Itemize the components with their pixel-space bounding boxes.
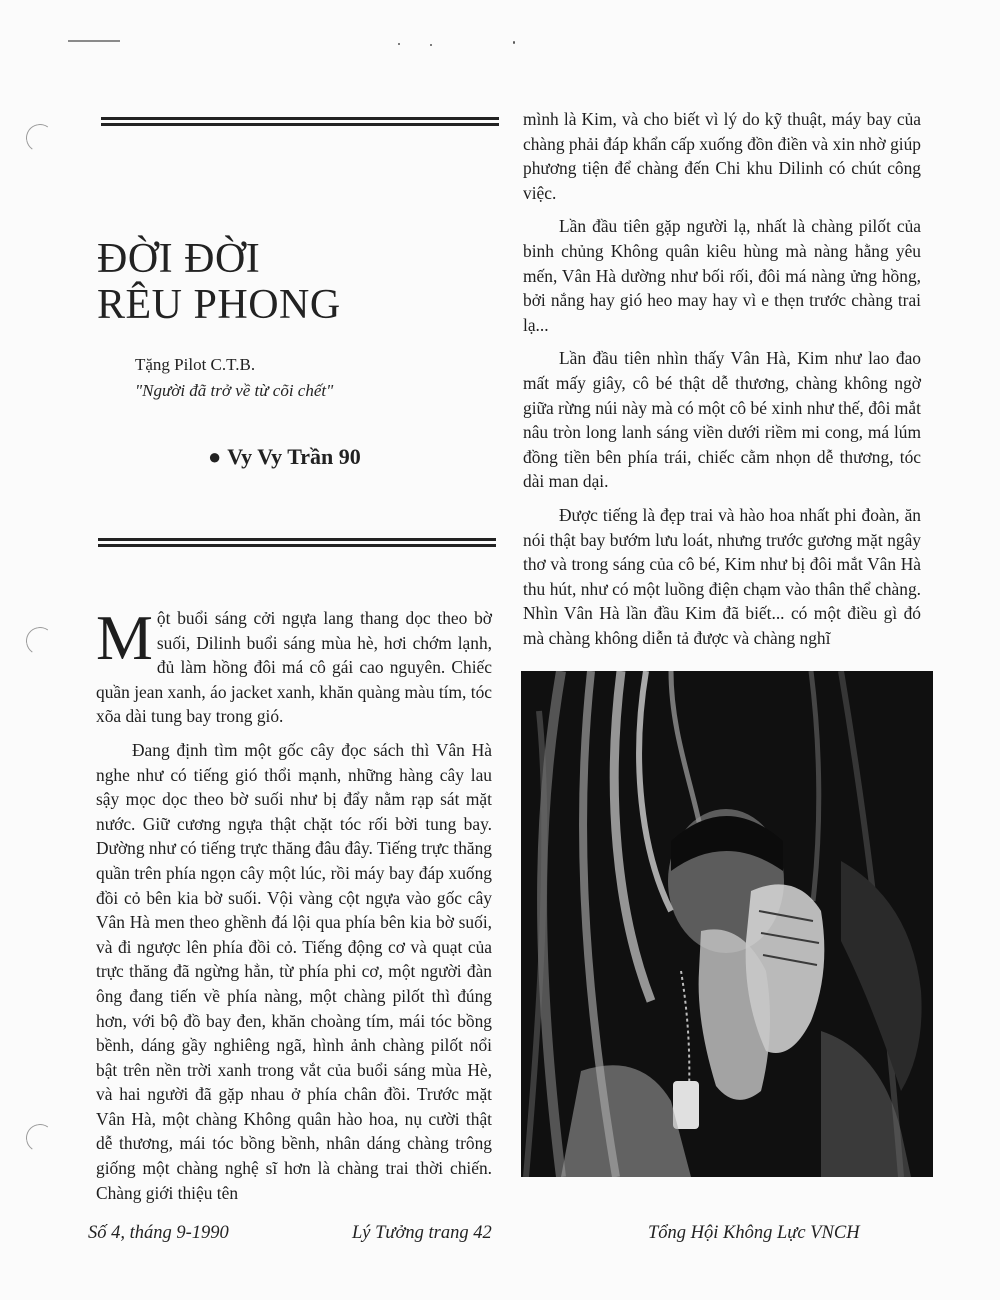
article-photo bbox=[521, 671, 933, 1177]
praying-girl-photo bbox=[521, 671, 933, 1177]
footer-page: Lý Tưởng trang 42 bbox=[352, 1223, 492, 1243]
author-name: Vy Vy Trần 90 bbox=[227, 444, 361, 469]
title-line-1: ĐỜI ĐỜI bbox=[97, 236, 261, 282]
article-title bbox=[97, 236, 341, 328]
title-bottom-rule bbox=[98, 538, 496, 547]
scan-speck bbox=[398, 43, 400, 45]
dedication bbox=[135, 352, 333, 404]
paragraph: Lần đầu tiên gặp người lạ, nhất là chàng pilốt của binh chủng Không quân kiêu hùng mà nàng hằng yêu mến, Vân Hà dường như bối rối, đôi má nàng ửng hồng, bởi nắng hay gió heo may hay vì e thẹn trước chàng trai lạ... bbox=[523, 216, 921, 335]
paragraph: Lần đầu tiên nhìn thấy Vân Hà, Kim như lao đao mất mấy giây, cô bé thật dễ thương, chàng không ngờ giữa rừng núi này mà có một cô bé xinh như thế, đôi mắt nâu tròn long lanh sáng viền dưới riềm mi cong, má lúm đồng tiền bên phía trái, chiếc cằm nhọn dễ thương, tóc dài man dại. bbox=[523, 348, 921, 492]
binder-hole bbox=[24, 122, 56, 154]
left-column bbox=[96, 602, 492, 1214]
scan-speck bbox=[513, 41, 515, 44]
right-column bbox=[523, 107, 921, 659]
footer-issue: Số 4, tháng 9-1990 bbox=[88, 1223, 229, 1243]
scan-mark bbox=[68, 40, 120, 42]
paragraph: Đang định tìm một gốc cây đọc sách thì Vân Hà nghe như có tiếng gió thổi mạnh, những hàng cây lau sậy mọc dọc theo bờ suối như bị đẩy nằm rạp sát mặt nước. Giữ cương ngựa thật chặt tóc rối bời tung bay. Dường như có tiếng trực thăng đâu đây. Tiếng trực thăng quần trên phía ngọn cây một lúc, rồi máy bay đáp xuống đồi cỏ bên kia bờ suối. Vội vàng cột ngựa vào gốc cây Vân Hà men theo ghềnh đá lội qua phía bên kia bờ suối, và đi ngược lên phía đồi cỏ. Tiếng động cơ và quạt của trực thăng đã ngừng hẳn, từ phía phi cơ, một người đàn ông đang tiến về phía nàng, một chàng pilốt thì đúng hơn, với bộ đồ bay đen, khăn choàng tím, mái tóc bồng bềnh, dáng gầy nghiêng ngã, hình ảnh chàng pilốt nổi bật trên nền trời xanh trong vắt của buổi sáng mùa Hè, và hai người đã gặp nhau ở phía chân đồi. Trước mặt Vân Hà, một chàng Không quân hào hoa, nụ cười thật dễ thương, mái tóc bồng bềnh, nhân dáng chàng trông giống một chàng nghệ sĩ hơn là chàng trai thời chiến. Chàng giới thiệu tên bbox=[96, 739, 492, 1203]
binder-hole bbox=[24, 625, 56, 657]
paragraph bbox=[96, 602, 492, 729]
footer-publisher: Tổng Hội Không Lực VNCH bbox=[648, 1223, 860, 1243]
drop-cap: M bbox=[96, 602, 153, 673]
paragraph: mình là Kim, và cho biết vì lý do kỹ thuật, máy bay của chàng phải đáp khẩn cấp xuống đồn điền và xin nhờ giúp phương tiện để chàng đến Chi khu Dilinh có chút công việc. bbox=[523, 109, 921, 203]
binder-hole bbox=[24, 1122, 56, 1154]
paragraph: Được tiếng là đẹp trai và hào hoa nhất phi đoàn, ăn nói thật bay bướm lưu loát, nhưng trước gương mặt ngây thơ và trong sáng của cô bé, Kim như bị đôi mắt Vân Hà thu hút, như có một luồng điện chạm vào thân thể chàng. Nhìn Vân Hà lần đầu Kim đã biết... có một điều gì đó mà chàng không diễn tả được và chàng nghĩ bbox=[523, 504, 921, 648]
scan-speck bbox=[430, 44, 432, 46]
dedication-line: Tặng Pilot C.T.B. bbox=[135, 355, 256, 374]
title-top-rule bbox=[101, 117, 499, 126]
paragraph-text: ột buổi sáng cởi ngựa lang thang dọc theo bờ suối, Dilinh buổi sáng mùa hè, hơi chớm lạnh, đủ làm hồng đôi má cô gái cao nguyên. Chiếc quần jean xanh, áo jacket xanh, khăn quàng màu tím, tóc xõa dài tung bay trong gió. bbox=[96, 608, 492, 727]
title-line-2: RÊU PHONG bbox=[97, 282, 341, 328]
bullet-icon: ● bbox=[208, 444, 222, 469]
author-byline bbox=[208, 444, 361, 470]
dedication-quote: "Người đã trở về từ cõi chết" bbox=[135, 381, 334, 400]
